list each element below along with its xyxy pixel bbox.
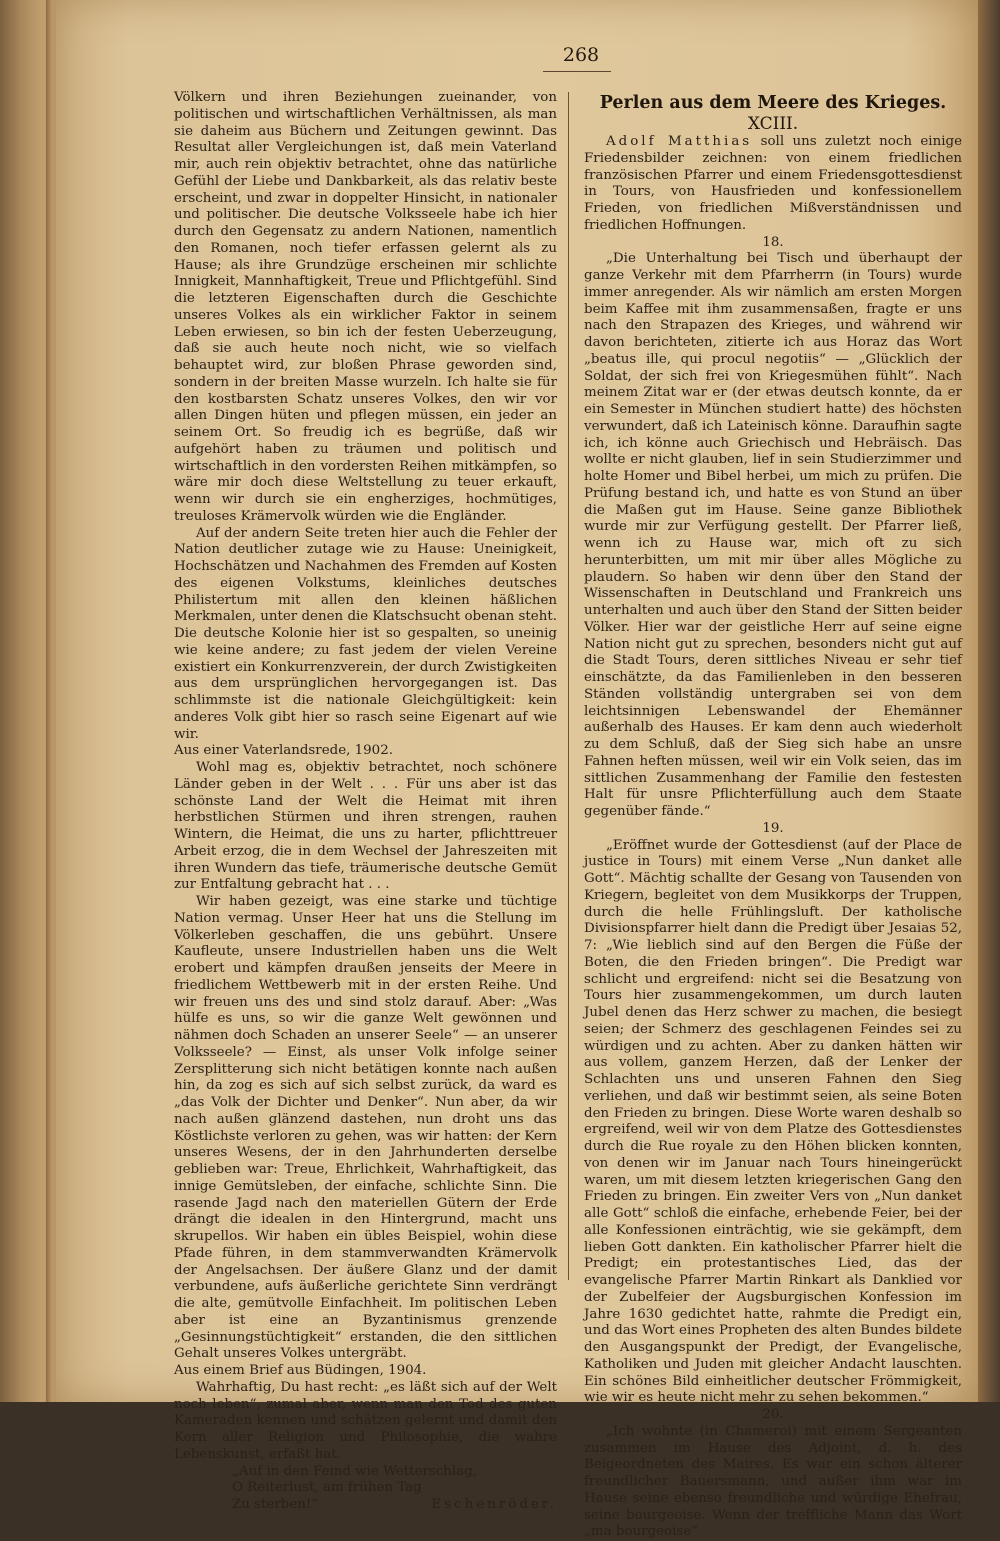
verse-line-3-text: Zu sterben!“ bbox=[232, 1497, 319, 1512]
item-number-18: 18. bbox=[762, 234, 784, 250]
source-note-2: Aus einem Brief aus Büdingen, 1904. bbox=[174, 1363, 427, 1378]
page-number-rule bbox=[543, 71, 611, 72]
item-number-19: 19. bbox=[762, 820, 784, 836]
intro-paragraph bbox=[584, 134, 962, 235]
verse-line-3 bbox=[232, 1497, 557, 1514]
book-binding bbox=[0, 0, 60, 1402]
left-column bbox=[174, 90, 557, 1514]
section-title: Perlen aus dem Meere des Krieges. bbox=[599, 93, 947, 113]
left-paragraph-2: Auf der andern Seite treten hier auch die Fehler der Nation deutlicher zutage wie zu Hause: Uneinigkeit, Hochschätzen und Nachahmen des Fremden auf Kosten des eigenen Volkstums, kleinliches deutsches Philistertum mit allen den kleinen häßlichen Merkmalen, unter denen die Klatschsucht obenan steht. Die deutsche Kolonie hier ist so gespalten, so uneinig wie keine andere; zu fast jedem der vielen Vereine existiert ein Konkurrenzverein, der durch Zwistigkeiten aus dem ursprünglichen hervorgegangen ist. Das schlimmste ist die nationale Gleichgültigkeit: kein anderes Volk gibt hier so rasch seine Eigenart auf wie wir. bbox=[174, 525, 557, 742]
item-paragraph-20: „Ich wohnte (in Chameroi) mit einem Sergeanten zusammen im Hause des Adjoint, d. h. des Beigeordneten des Maires. Es war ein schon älterer freundlicher Bauersmann, und außer ihm war im Hause seine ebenso freundliche und würdige Ehefrau, seine bourgeoise. Wenn der treffliche Mann das Wort „ma bourgeoise“ bbox=[584, 1423, 962, 1540]
section-number: XCIII. bbox=[747, 114, 799, 134]
item-paragraph-18: „Die Unterhaltung bei Tisch und überhaupt der ganze Verkehr mit dem Pfarrherrn (in Tours) wurde immer anregender. Als wir nämlich am ersten Morgen beim Kaffee mit ihm zusammensaßen, fragte er uns nach den Strapazen des Krieges, und während wir davon berichteten, zitierte ich aus Horaz das Wort „beatus ille, qui procul negotiis“ — „Glücklich der Soldat, der sich frei von Kriegesmühen fühlt“. Nach meinem Zitat war er (der etwas deutsch konnte, da er ein Semester in München studiert hatte) des höchsten verwundert, daß ich Lateinisch könne. Daraufhin sagte ich, ich könne auch Griechisch und Hebräisch. Das wollte er nicht glauben, lief in sein Studierzimmer und holte Homer und Bibel herbei, um mich zu prüfen. Die Prüfung bestand ich, und hatte es von Stund an über die Maßen gut im Hause. Seine ganze Bibliothek wurde mir zur Verfügung gestellt. Der Pfarrer ließ, wenn ich zu Hause war, mich oft zu sich herunterbitten, um mit mir über alles Mögliche zu plaudern. So haben wir denn über den Stand der Wissenschaften in Deutschland und Frankreich uns unterhalten und auch über den Stand der Sitten beider Völker. Hier war der geistliche Herr auf seine eigne Nation nicht gut zu sprechen, besonders nicht gut auf die Stadt Tours, deren sittliches Niveau er sehr tief einschätzte, da das Familienleben in den besseren Ständen vollständig untergraben sei von dem leichtsinnigen Lebenswandel der Ehemänner außerhalb des Hauses. Er kam denn auch wiederholt zu dem Schluß, daß der Sieg sich habe an unsre Fahnen heften müssen, weil wir ein Volk seien, das im sittlichen Zusammenhang der Familie den festesten Halt für unsre Pflichterfüllung auch dem Staate gegenüber fände.“ bbox=[584, 251, 962, 819]
right-column bbox=[584, 92, 962, 1541]
item-paragraph-19: „Eröffnet wurde der Gottesdienst (auf der Place de justice in Tours) mit einem Verse „Nun danket alle Gott“. Mächtig schallte der Gesang von Tausenden von Kriegern, begleitet von dem Musikkorps der Truppen, durch die helle Frühlingsluft. Der katholische Divisionspfarrer hielt dann die Predigt über Jesaias 52, 7: „Wie lieblich sind auf den Bergen die Füße der Boten, die den Frieden bringen“. Die Predigt war schlicht und ergreifend: nicht sei die Besatzung von Tours hier zusammengekommen, um durch lauten Jubel denen das Herz schwer zu machen, die besiegt seien; der Schmerz des geschlagenen Feindes sei zu würdigen und zu achten. Aber zu danken hätten wir aus vollem, ganzem Herzen, daß der Lenker der Schlachten uns und unseren Fahnen den Sieg verliehen, und daß wir bestimmt seien, als seine Boten den Frieden zu bringen. Diese Worte waren deshalb so ergreifend, weil wir von dem Platze des Gottesdienstes durch die Rue royale zu den Höhen blicken konnten, von denen wir im Januar nach Tours hineingerückt waren, um mit diesem letzten kriegerischen Gang den Frieden zu bringen. Ein zweiter Vers von „Nun danket alle Gott“ schloß die einfache, erhebende Feier, bei der alle Konfessionen einträchtig, wie sie gekämpft, dem lieben Gott dankten. Ein katholischer Pfarrer hielt die Predigt; ein protestantisches Lied, das der evangelische Pfarrer Martin Rinkart als Danklied vor der Zubelfeier der Augsburgischen Konfession im Jahre 1630 gedichtet hatte, rahmte die Predigt ein, und das Wort eines Propheten des alten Bundes bildete den Ausgangspunkt der Predigt, der Evangelische, Katholiken und Juden mit gleicher Andacht lauschten. Ein schönes Bild einheitlicher deutscher Frömmigkeit, wie wir es heute nicht mehr zu sehen bekommen.“ bbox=[584, 837, 962, 1406]
left-paragraph-3: Wohl mag es, objektiv betrachtet, noch schönere Länder geben in der Welt . . . Für uns aber ist das schönste Land der Welt die Heimat mit ihren herbstlichen Stürmen und ihren strengen, rauhen Wintern, die Heimat, die uns zu harter, pflichttreuer Arbeit erzog, die in dem Wechsel der Jahreszeiten mit ihren Wundern das tiefe, träumerische deutsche Gemüt zur Entfaltung gebracht hat . . . bbox=[174, 760, 557, 893]
column-divider bbox=[568, 92, 569, 1280]
verse-line-1: „Auf in den Feind wie Wetterschlag, bbox=[232, 1463, 477, 1479]
author-signature: Eschenröder. bbox=[431, 1497, 557, 1512]
page-number: 268 bbox=[562, 44, 600, 66]
verse-line-2: O Reiterlust, am frühen Tag bbox=[232, 1480, 422, 1496]
intro-text: soll uns zuletzt noch einige Friedensbilder zeichnen: von einem friedlichen französischen Pfarrer und einem Friedensgottesdienst in Tours, von Hausfrieden und konfessionellem Frieden, von friedlichen Mißverständnissen und friedlichen Hoffnungen. bbox=[584, 134, 962, 233]
verse-quote bbox=[232, 1464, 557, 1514]
source-note-1: Aus einer Vaterlandsrede, 1902. bbox=[174, 743, 393, 759]
item-number-20: 20. bbox=[762, 1407, 784, 1422]
intro-author: Adolf Matthias bbox=[606, 134, 753, 149]
left-paragraph-4: Wir haben gezeigt, was eine starke und tüchtige Nation vermag. Unser Heer hat uns die Stellung im Völkerleben geschaffen, die uns gebührt. Unsere Kaufleute, unsere Industriellen haben uns die Welt erobert und kämpfen draußen jenseits der Meere in friedlichem Wettbewerb mit in der ersten Reihe. Und wir freuen uns des und sind stolz darauf. Aber: „Was hülfe es uns, so wir die ganze Welt gewönnen und nähmen doch Schaden an unserer Seele“ — an unserer Volksseele? — Einst, als unser Volk infolge seiner Zersplitterung sich nicht betätigen konnte nach außen hin, da zog es sich auf sich selbst zurück, da ward es „das Volk der Dichter und Denker“. Nun aber, da wir nach außen glänzend dastehen, nun droht uns das Köstlichste verloren zu gehen, was wir hatten: der Kern unseres Wesens, der in den Jahrhunderten derselbe geblieben war: Treue, Ehrlichkeit, Wahrhaftigkeit, das innige Gemütsleben, der einfache, schlichte Sinn. Die rasende Jagd nach den materiellen Gütern der Erde drängt die idealen in den Hintergrund, macht uns skrupellos. Wir haben ein übles Beispiel, wohin diese Pfade führen, in dem stammverwandten Krämervolk der Angelsachsen. Der äußere Glanz und der damit verbundene, aufs äußerliche gerichtete Sinn verdrängt die alte, gemütvolle Einfachheit. Im politischen Leben aber ist eine an Byzantinismus grenzende „Gesinnungstüchtigkeit“ erstanden, die den sittlichen Gehalt unseres Volkes untergräbt. bbox=[174, 894, 557, 1362]
page-edge bbox=[978, 0, 1000, 1402]
left-paragraph-5: Wahrhaftig, Du hast recht: „es läßt sich auf der Welt noch leben“, zumal aber, wenn man den Tod des guten Kameraden kennen und schätzen gelernt und damit den Kern aller Religion und Philosophie, die wahre Lebenskunst, erfaßt hat. bbox=[174, 1379, 557, 1462]
left-paragraph-1: Völkern und ihren Beziehungen zueinander, von politischen und wirtschaftlichen Verhältnissen, als man sie daheim aus Büchern und Zeitungen gewinnt. Das Resultat aller Vergleichungen ist, daß mein Vaterland mir, auch rein objektiv betrachtet, ohne das natürliche Gefühl der Liebe und Dankbarkeit, als das relativ beste erscheint, und zwar in doppelter Hinsicht, in nationaler und politischer. Die deutsche Volksseele habe ich hier durch den Gegensatz zu andern Nationen, namentlich den Romanen, noch tiefer erfassen gelernt als zu Hause; als ihre Grundzüge erscheinen mir schlichte Innigkeit, Mannhaftigkeit, Treue und Pflichtgefühl. Sind die letzteren Eigenschaften durch die Geschichte unseres Volkes als ein wirklicher Faktor in seinem Leben erwiesen, so bin ich der festen Ueberzeugung, daß sie auch heute noch nicht, wie so vielfach behauptet wird, zur bloßen Phrase geworden sind, sondern in der breiten Masse wurzeln. Ich halte sie für den kostbarsten Schatz unseres Volkes, den wir vor allen Dingen hüten und pflegen müssen, ein jeder an seinem Ort. So freudig ich es begrüße, daß wir aufgehört haben zu träumen und politisch und wirtschaftlich in den vordersten Reihen mitkämpfen, so wäre mir doch diese Weltstellung zu teuer erkauft, wenn wir durch sie ein engherziges, hochmütiges, treuloses Krämervolk würden wie die Engländer. bbox=[174, 90, 557, 524]
